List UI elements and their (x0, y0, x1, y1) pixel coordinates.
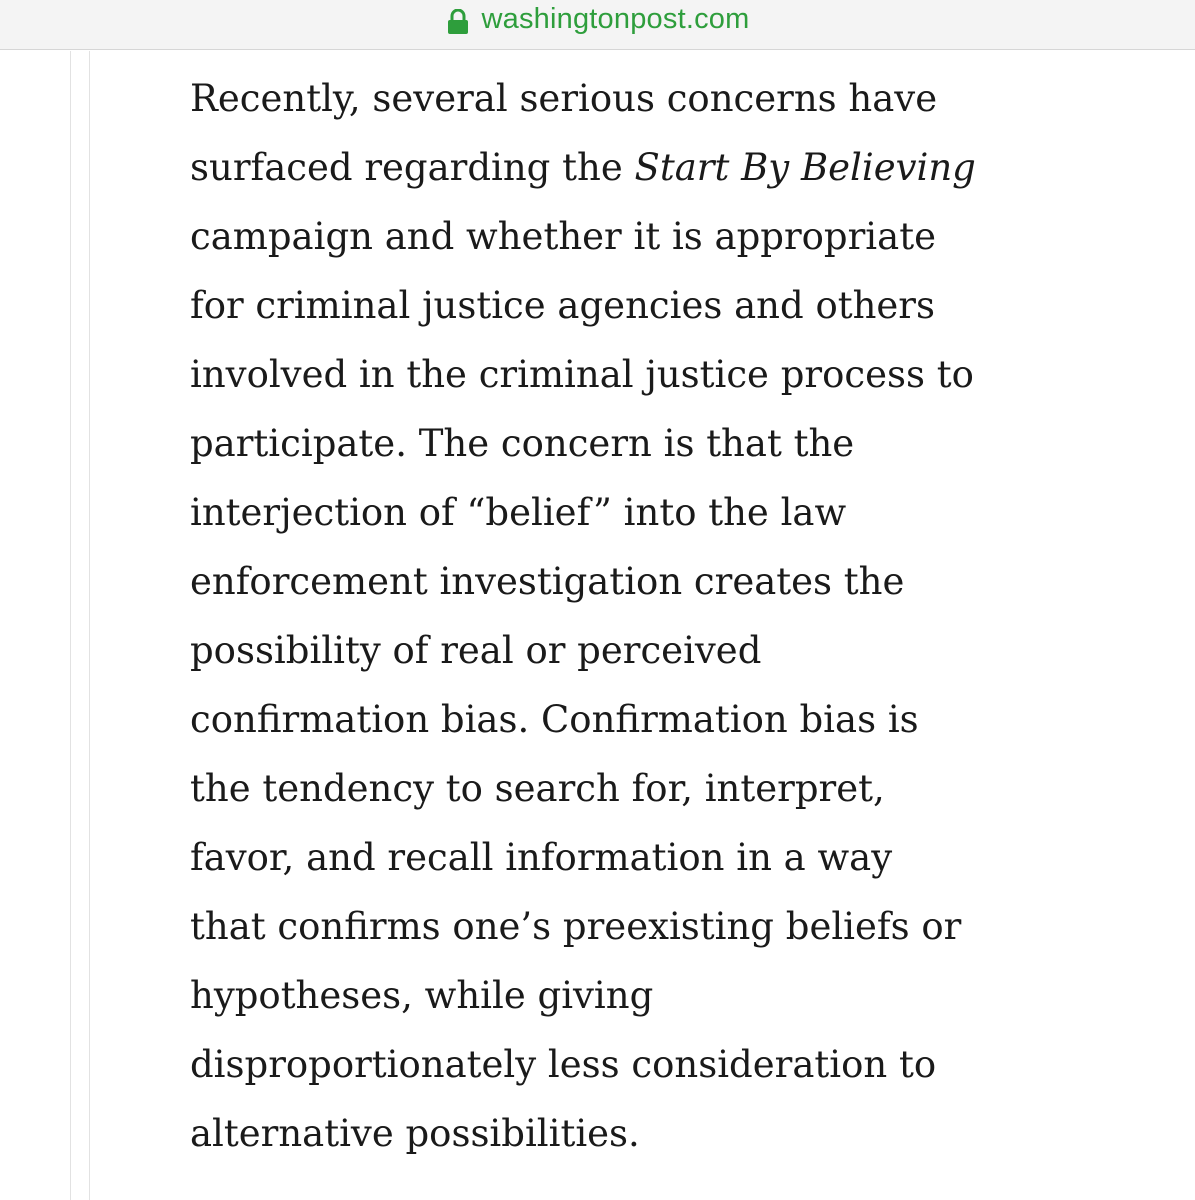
campaign-name: Start By Believing (634, 146, 976, 189)
text-line: disproportionately less consideration to (190, 1043, 937, 1086)
text-line: campaign and whether it is appropriate (190, 215, 936, 258)
article-paragraph (190, 64, 1030, 1168)
text-line: Recently, several serious concerns have (190, 77, 938, 120)
text-line: involved in the criminal justice process to (190, 353, 974, 396)
text-line: alternative possibilities. (190, 1112, 640, 1155)
url-text[interactable]: washingtonpost.com (481, 3, 750, 35)
text-line: participate. The concern is that the (190, 422, 855, 465)
text-line: that confirms one’s preexisting beliefs or (190, 905, 962, 948)
text-line: for criminal justice agencies and others (190, 284, 935, 327)
text-line: enforcement investigation creates the (190, 560, 905, 603)
article-body (190, 64, 1030, 1168)
page-margin-rule (70, 51, 90, 1200)
text-line: the tendency to search for, interpret, (190, 767, 885, 810)
lock-icon (446, 9, 470, 35)
text-line: interjection of “belief” into the law (190, 491, 847, 534)
address-bar[interactable] (0, 0, 1195, 50)
text-line: possibility of real or perceived (190, 629, 762, 672)
text-line: favor, and recall information in a way (190, 836, 893, 879)
text-line: confirmation bias. Confirmation bias is (190, 698, 919, 741)
text-line: hypotheses, while giving (190, 974, 654, 1017)
text-line: surfaced regarding the Start By Believing (190, 146, 976, 189)
